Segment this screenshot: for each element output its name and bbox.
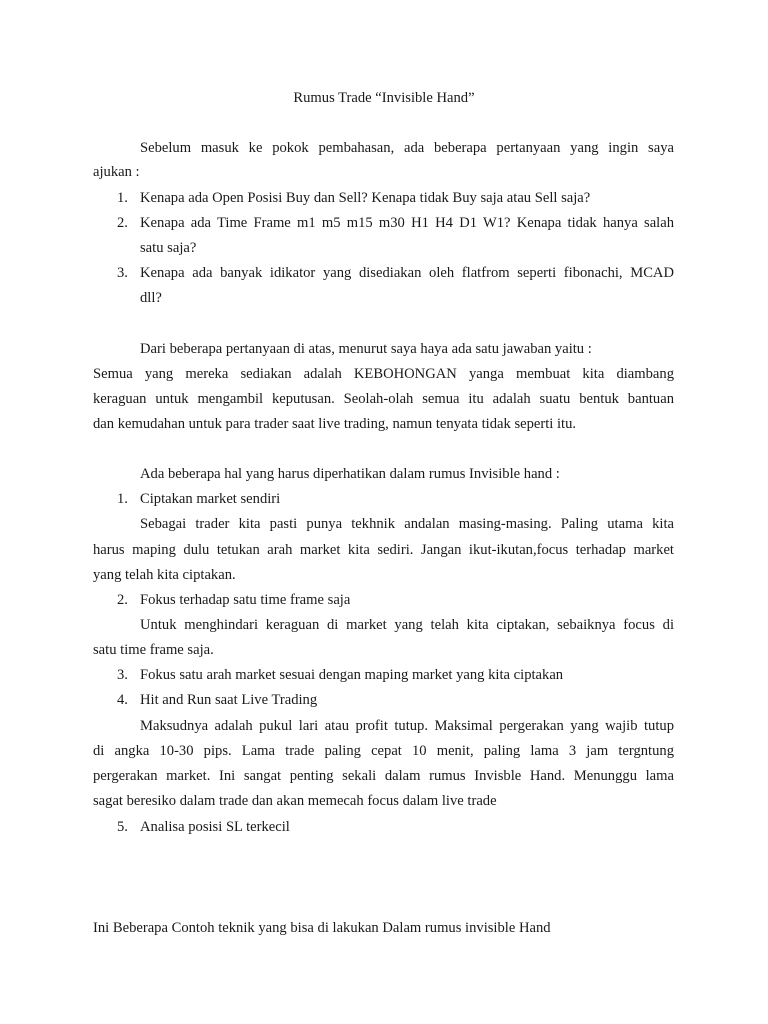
question-text: Kenapa ada banyak idikator yang disediakan oleh flatfrom seperti fibonachi, MCAD (140, 265, 674, 281)
point-heading: Fokus terhadap satu time frame saja (140, 592, 351, 608)
question-text-cont: dll? (140, 290, 162, 306)
point-number: 2. (117, 592, 128, 608)
point-body-line: yang telah kita ciptakan. (93, 567, 236, 583)
question-number: 2. (117, 215, 128, 231)
intro-line-2: ajukan : (93, 164, 140, 180)
point-heading: Hit and Run saat Live Trading (140, 692, 318, 708)
point-body-line: sagat beresiko dalam trade dan akan memecah focus dalam live trade (93, 793, 497, 809)
question-text-cont: satu saja? (140, 240, 197, 256)
point-body-line: pergerakan market. Ini sangat penting sekali dalam rumus Invisble Hand. Menunggu lama (93, 768, 674, 784)
point-heading: Analisa posisi SL terkecil (140, 819, 290, 835)
document-title: Rumus Trade “Invisible Hand” (293, 90, 475, 106)
question-number: 3. (117, 265, 128, 281)
intro-line-1: Sebelum masuk ke pokok pembahasan, ada beberapa pertanyaan yang ingin saya (140, 140, 674, 156)
point-number: 3. (117, 667, 128, 683)
point-number: 4. (117, 692, 128, 708)
answer-line: dan kemudahan untuk para trader saat live trading, namun tenyata tidak seperti itu. (93, 416, 577, 432)
point-number: 5. (117, 819, 128, 835)
point-heading: Ciptakan market sendiri (140, 491, 281, 507)
point-number: 1. (117, 491, 128, 507)
question-text: Kenapa ada Time Frame m1 m5 m15 m30 H1 H4 D1 W1? Kenapa tidak hanya salah (140, 215, 674, 231)
closing-line: Ini Beberapa Contoh teknik yang bisa di lakukan Dalam rumus invisible Hand (93, 920, 551, 936)
point-body-line: satu time frame saja. (93, 642, 214, 658)
point-body-line: Untuk menghindari keraguan di market yang telah kita ciptakan, sebaiknya focus di (140, 617, 674, 633)
point-body-line: di angka 10-30 pips. Lama trade paling cepat 10 menit, paling lama 3 jam tergntung (93, 743, 674, 759)
question-number: 1. (117, 190, 128, 206)
answer-line: Semua yang mereka sediakan adalah KEBOHONGAN yanga membuat kita diambang (93, 366, 674, 382)
point-body-line: Maksudnya adalah pukul lari atau profit tutup. Maksimal pergerakan yang wajib tutup (140, 718, 674, 734)
point-body-line: harus maping dulu tetukan arah market kita sediri. Jangan ikut-ikutan,focus terhadap market (93, 542, 674, 558)
answer-lead: Dari beberapa pertanyaan di atas, menurut saya haya ada satu jawaban yaitu : (140, 341, 592, 357)
point-heading: Fokus satu arah market sesuai dengan maping market yang kita ciptakan (140, 667, 564, 683)
question-text: Kenapa ada Open Posisi Buy dan Sell? Kenapa tidak Buy saja atau Sell saja? (140, 190, 591, 206)
points-lead: Ada beberapa hal yang harus diperhatikan dalam rumus Invisible hand : (140, 466, 560, 482)
point-body-line: Sebagai trader kita pasti punya tekhnik andalan masing-masing. Paling utama kita (140, 516, 674, 532)
answer-line: keraguan untuk mengambil keputusan. Seolah-olah semua itu adalah suatu bentuk bantuan (93, 391, 674, 407)
